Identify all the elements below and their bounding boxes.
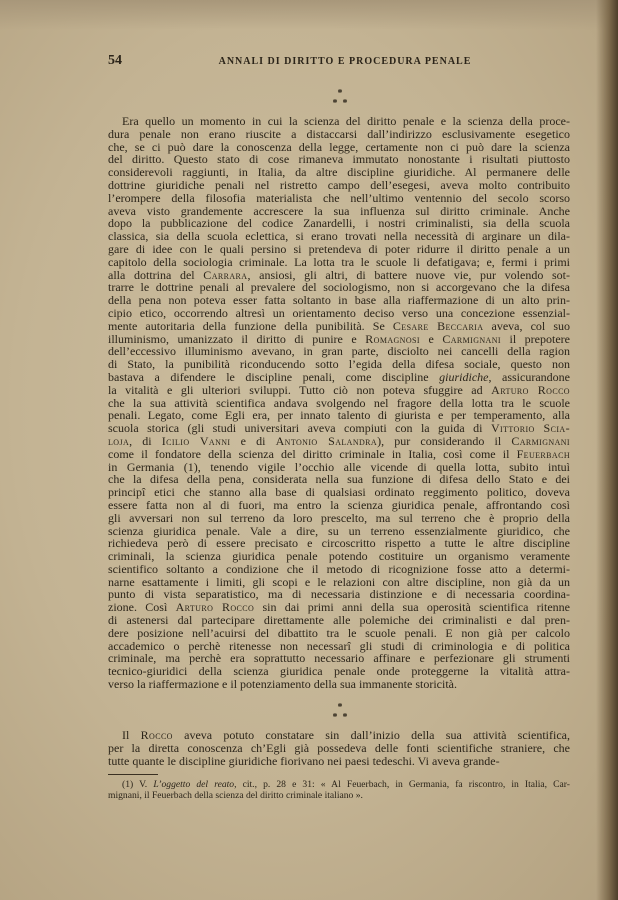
- text-segment: del diritto. Questo stato di cose rimaneva immutato nonostante i risultati piuttosto: [108, 152, 570, 167]
- name-small-caps: Icilio Vanni: [161, 433, 231, 448]
- footnote-rule: [108, 774, 158, 775]
- text-segment: penali. Legato, come Egli era, per innato talento di giurista e per temperamento, alla: [108, 408, 570, 423]
- text-segment: la vitalità e gli ulteriori sviluppi. Tutto ciò non poteva sfuggire ad: [108, 382, 492, 397]
- text-line: [108, 755, 570, 768]
- name-small-caps: Arturo Rocco: [175, 600, 255, 615]
- text-segment: in Germania (1), tenendo vigile l’occhio alle vicende di quella lotta, subito intuì: [108, 459, 570, 474]
- text-segment: cipio etico, occorrendo altresì un orientamento deciso verso una concezione essenzial-: [108, 305, 570, 320]
- text-segment: sin dai primi anni della sua operosità scientifica ritenne: [254, 600, 570, 615]
- text-segment: dottrine giuridiche penali nel ristretto campo dell’esegesi, aveva molto contribuito: [108, 177, 570, 192]
- text-line: [108, 678, 570, 691]
- name-small-caps: Feuerbach: [516, 446, 570, 461]
- text-segment: e: [419, 331, 443, 346]
- text-segment: della pena non poteva esser fatta soltanto in base alla riaffermazione di un alto prin-: [108, 293, 570, 308]
- text-segment: e di: [230, 433, 276, 448]
- text-segment: accademico o perchè ritenesse non necessarî gli studi di criminologia e di politica: [108, 638, 570, 653]
- name-small-caps: Carmignani: [442, 331, 501, 346]
- section-separator: [322, 89, 358, 109]
- section-separator-2: [322, 703, 358, 723]
- name-small-caps: Arturo Rocco: [491, 382, 570, 397]
- text-segment: considerevoli raggiunti, in Italia, da altre discipline giuridiche. Al permanere delle: [108, 165, 570, 180]
- separator-stars-bottom: * *: [332, 712, 348, 723]
- text-segment: criminale, ma perchè era soprattutto necessario affinare e perfezionare gli strumenti: [108, 651, 570, 666]
- separator-star-top: *: [337, 88, 343, 99]
- text-segment: aveva, col suo: [483, 318, 570, 333]
- page-shadow-top: [0, 0, 618, 30]
- text-segment: ), pur considerando il: [377, 433, 512, 448]
- text-segment: gare di idee con le quali persino si pretendeva di poter ridurre il diritto penale a un: [108, 241, 570, 256]
- separator-stars-bottom: * *: [332, 98, 348, 109]
- text-segment: che la sua attività scientifica andava svolgendo nel fragore della lotta tra le scuole: [108, 395, 570, 410]
- italic-text: giuridiche: [439, 369, 489, 384]
- text-segment: che la difesa della pena, considerata nella sua funzione di difesa dello Stato e dei: [108, 472, 570, 487]
- text-segment: narne esattamente i limiti, gli scopi e le relazioni con altre discipline, non già da un: [108, 574, 570, 589]
- text-segment: (1) V.: [122, 779, 154, 790]
- name-small-caps: Carrara: [203, 267, 248, 282]
- text-segment: dopo la pubblicazione del codice Zanardelli, i nostri criminalisti, sia della scuola: [108, 216, 570, 231]
- text-segment: , assicurandone: [488, 369, 570, 384]
- name-small-caps: Vittorio Scia-: [490, 421, 571, 436]
- name-small-caps: Rocco: [140, 728, 173, 742]
- text-segment: criminali, la scienza giuridica penale potendo costituire un organismo veramente: [108, 549, 570, 564]
- text-segment: scienza giuridica penale. Vale a dire, su un terreno essenzialmente giuridico, che: [108, 523, 570, 538]
- text-segment: bastava a difendere le discipline penali, come discipline: [108, 369, 440, 384]
- text-segment: , cit., p. 28 e 31: « Al Feuerbach, in Germania, fa riscontro, in Italia, Car-: [234, 779, 570, 790]
- text-segment: punto di vista separatistico, ma di necessaria distinzione e di necessaria coordina-: [108, 587, 570, 602]
- text-segment: aveva visto grandemente accrescere la sua influenza sul diritto criminale. Anche: [108, 203, 570, 218]
- text-segment: classica, sia della scuola eclettica, si erano trovati nella necessità di arginare un dila-: [108, 229, 570, 244]
- name-small-caps: Romagnosi: [365, 331, 420, 346]
- text-segment: che, se ci può dare la conoscenza della legge, certamente non ci può dare la scienza: [108, 139, 570, 154]
- book-spine-shadow: [596, 0, 618, 900]
- text-line: [108, 790, 570, 801]
- name-small-caps: Carmignani: [511, 433, 570, 448]
- footnote: [108, 779, 570, 801]
- text-segment: Era quello un momento in cui la scienza del diritto penale e la scienza della proce-: [122, 114, 570, 128]
- text-segment: aveva potuto constatare sin dall’inizio della sua attività scientifica,: [172, 728, 570, 742]
- text-segment: richiedeva però di essere precisato e circoscritto rispetto a tutte le altre discipline: [108, 536, 570, 551]
- name-small-caps: Cesare Beccaria: [392, 318, 484, 333]
- text-segment: gli avversari non sul terreno da loro prescelto, ma sul terreno che è proprio della: [108, 510, 570, 525]
- text-segment: mignani, il Feuerbach della scienza del diritto criminale italiano ».: [108, 790, 363, 801]
- name-small-caps: loja: [108, 433, 130, 448]
- separator-star-top: *: [337, 702, 343, 713]
- page-number: 54: [108, 53, 122, 68]
- italic-text: L’oggetto del reato: [153, 779, 235, 790]
- text-segment: , ansiosi, gli altri, di battere nuove vie, pur volendo sot-: [247, 267, 570, 282]
- text-segment: zione. Così: [108, 600, 176, 615]
- text-segment: , di: [129, 433, 162, 448]
- running-title: ANNALI DI DIRITTO E PROCEDURA PENALE: [218, 56, 472, 67]
- text-segment: come il fondatore della scienza del diritto criminale in Italia, così come il: [108, 446, 517, 461]
- text-segment: principî etici che stanno alla base di qualsiasi ordinato reggimento politico, doveva: [108, 485, 570, 500]
- text-segment: dere posizione nell’acuirsi del dibattito tra le scuole penali. E non già per calcolo: [108, 625, 570, 640]
- text-segment: di Stato, la punibilità riconducendo sotto l’egida della difesa sociale, questo non: [108, 357, 570, 372]
- text-segment: alla dottrina del: [108, 267, 204, 282]
- text-segment: di astenersi dal partecipare direttamente alle polemiche dei criminalisti e dal pren-: [108, 613, 570, 628]
- text-segment: verso la riaffermazione e il potenziamento della sua immanente storicità.: [108, 677, 457, 692]
- name-small-caps: Antonio Salandra: [275, 433, 378, 448]
- text-segment: tutte quante le discipline giuridiche fiorivano nei paesi tedeschi. Vi aveva grande-: [108, 753, 500, 768]
- text-segment: Il: [122, 728, 141, 742]
- text-segment: mente autoritaria della funzione della punibilità. Se: [108, 318, 393, 333]
- text-segment: essere fatta non al di fuori, ma entro la scienza giuridica penale, affrontando così: [108, 497, 570, 512]
- text-segment: scuola storica (gli studi universitari aveva compiuti con la guida di: [108, 421, 491, 436]
- text-segment: capitolo della sociologia criminale. La lotta tra le scuole li defatigava; e, fermi i primi: [108, 254, 570, 269]
- text-line: [108, 779, 570, 790]
- text-segment: l’erompere della filosofia materialista che nell’ultimo ventennio del secolo scorso: [108, 190, 570, 205]
- text-segment: illuminismo, umanizzato il diritto di punire e: [108, 331, 366, 346]
- paragraph-2: [108, 729, 570, 767]
- text-segment: per la diretta conoscenza ch’Egli già possedeva delle fonti scientifiche straniere, che: [108, 740, 570, 755]
- text-segment: dell’eccessivo illuminismo avevano, in gran parte, disciolto nei cancelli della ragion: [108, 344, 570, 359]
- text-segment: scientifico soltanto a condizione che il metodo di ricognizione fosse atto a determi-: [108, 561, 570, 576]
- text-segment: dura penale non erano riuscite a distaccarsi dall’indirizzo esclusivamente esegetico: [108, 126, 570, 141]
- text-segment: il prepotere: [500, 331, 570, 346]
- text-segment: trarre le dottrine penali al prevalere del sociologismo, non si accorgevano che la difesa: [108, 280, 570, 295]
- paragraph-1: [108, 115, 570, 691]
- text-segment: tecnico-giuridici della scienza giuridica penale onde proteggerne la vitalità attra-: [108, 664, 570, 679]
